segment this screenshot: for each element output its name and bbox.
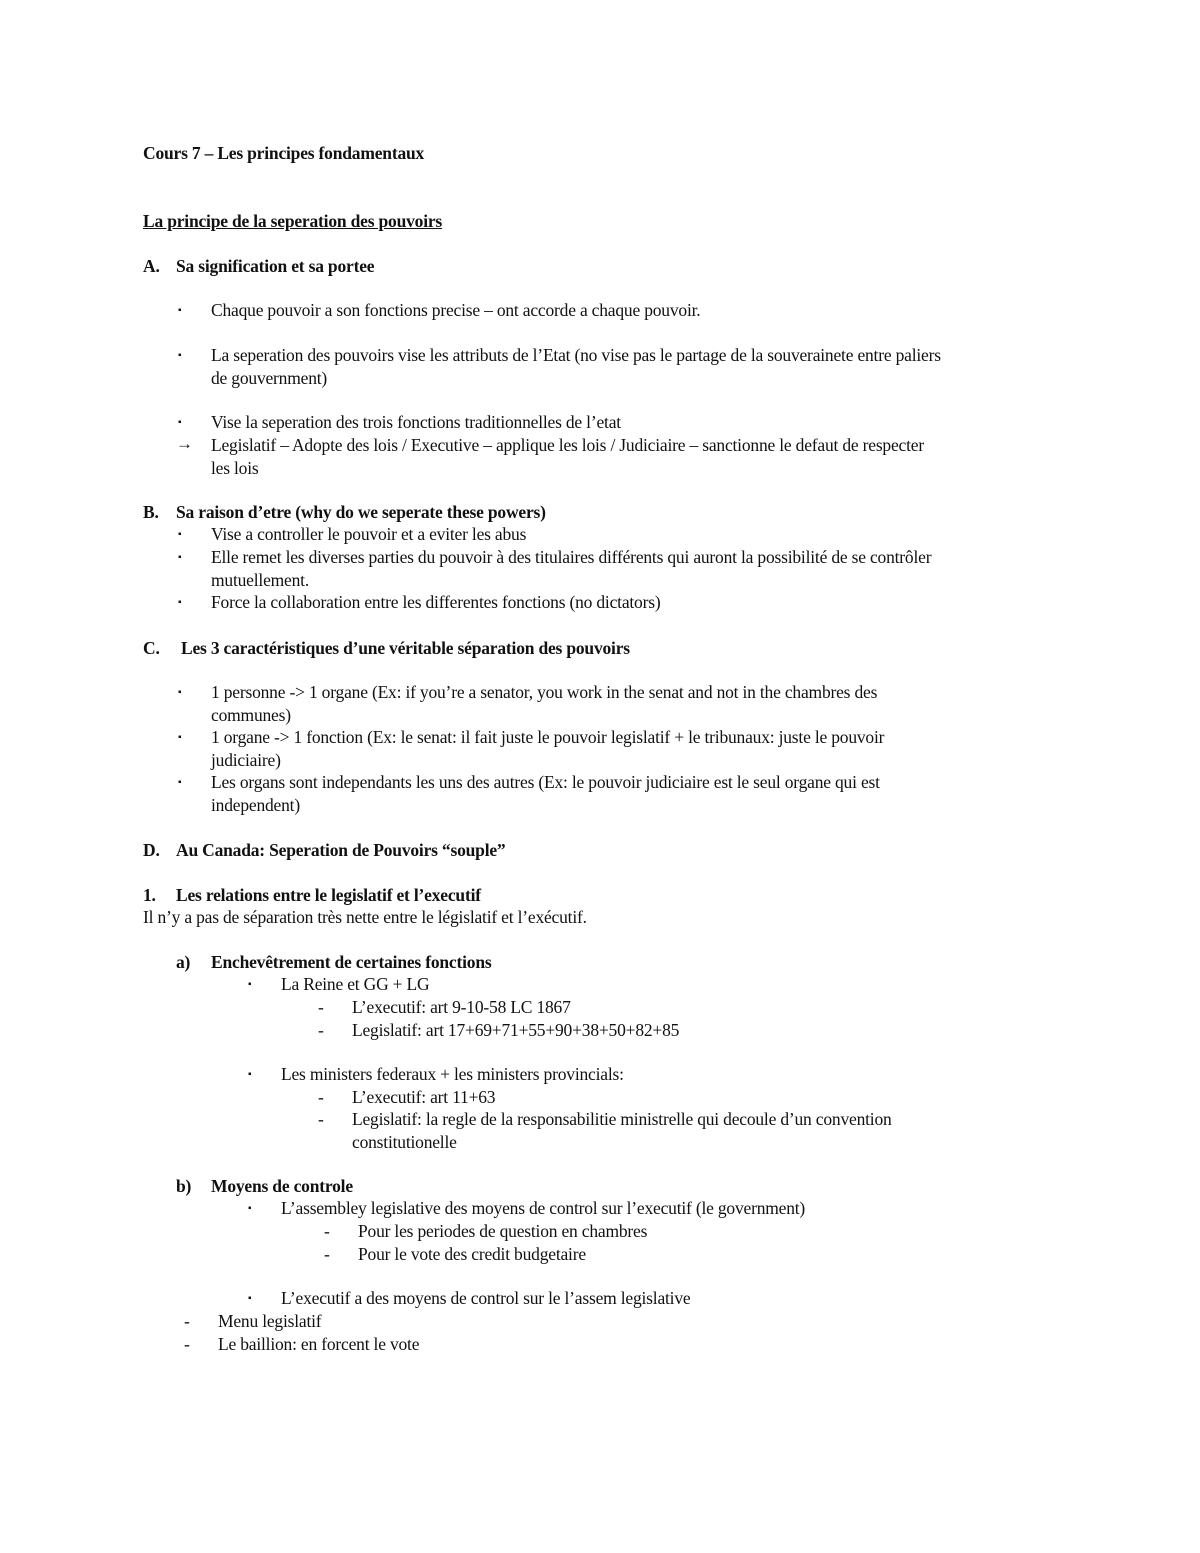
- heading-b-sub-label: b): [176, 1176, 192, 1196]
- square-bullet-icon: ▪: [178, 350, 182, 361]
- dash-icon: -: [318, 997, 324, 1017]
- c-bullet-2-line-1: 1 organe -> 1 fonction (Ex: le senat: il fait juste le pouvoir legislatif + le tribunaux: juste le pouvoir: [211, 727, 885, 747]
- heading-a-label: A.: [143, 256, 160, 276]
- square-bullet-icon: ▪: [178, 687, 182, 698]
- b-sub-bullet-1-dash-2: Pour le vote des credit budgetaire: [358, 1244, 586, 1264]
- dash-icon: -: [184, 1311, 190, 1331]
- square-bullet-icon: ▪: [178, 732, 182, 743]
- b-bullet-2-line-2: mutuellement.: [211, 570, 309, 590]
- heading-b: Sa raison d’etre (why do we seperate these powers): [176, 502, 546, 522]
- a-arrow-line-1: Legislatif – Adopte des lois / Executive – applique les lois / Judiciaire – sanctionne le defaut de respecter: [211, 435, 924, 455]
- square-bullet-icon: ▪: [178, 529, 182, 540]
- heading-a-sub: Enchevêtrement de certaines fonctions: [211, 952, 492, 972]
- a-sub-bullet-1-dash-1: L’executif: art 9-10-58 LC 1867: [352, 997, 571, 1017]
- b-sub-bullet-1-dash-1: Pour les periodes de question en chambres: [358, 1221, 648, 1241]
- document-title: Cours 7 – Les principes fondamentaux: [143, 143, 425, 163]
- heading-b-sub: Moyens de controle: [211, 1176, 353, 1196]
- b-sub-dash-2: Le baillion: en forcent le vote: [218, 1334, 420, 1354]
- heading-b-label: B.: [143, 502, 159, 522]
- b-sub-dash-1: Menu legislatif: [218, 1311, 322, 1331]
- heading-c-label: C.: [143, 638, 160, 658]
- b-bullet-2-line-1: Elle remet les diverses parties du pouvoir à des titulaires différents qui auront la possibilité de se contrôler: [211, 547, 932, 567]
- heading-a-sub-label: a): [176, 952, 191, 972]
- dash-icon: -: [318, 1020, 324, 1040]
- dash-icon: -: [318, 1109, 324, 1129]
- a-sub-bullet-1: La Reine et GG + LG: [281, 974, 430, 994]
- arrow-right-icon: →: [176, 434, 193, 453]
- a-sub-bullet-2-dash-2-line-1: Legislatif: la regle de la responsabilitie ministrelle qui decoule d’un convention: [352, 1109, 892, 1129]
- b-sub-bullet-2: L’executif a des moyens de control sur le l’assem legislative: [281, 1288, 691, 1308]
- a-sub-bullet-1-dash-2: Legislatif: art 17+69+71+55+90+38+50+82+85: [352, 1020, 680, 1040]
- b-sub-bullet-1: L’assembley legislative des moyens de control sur l’executif (le government): [281, 1198, 806, 1218]
- a-sub-bullet-2-dash-2-line-2: constitutionelle: [352, 1132, 457, 1152]
- square-bullet-icon: ▪: [178, 777, 182, 788]
- a-bullet-3: Vise la seperation des trois fonctions traditionnelles de l’etat: [211, 412, 621, 432]
- square-bullet-icon: ▪: [178, 597, 182, 608]
- heading-a: Sa signification et sa portee: [176, 256, 375, 276]
- square-bullet-icon: ▪: [248, 1293, 252, 1304]
- a-sub-bullet-2-dash-1: L’executif: art 11+63: [352, 1087, 496, 1107]
- heading-d: Au Canada: Seperation de Pouvoirs “souple”: [176, 840, 506, 860]
- c-bullet-3-line-1: Les organs sont independants les uns des autres (Ex: le pouvoir judiciaire est le seul organe qui est: [211, 772, 880, 792]
- a-bullet-2-line-2: de gouvernment): [211, 368, 328, 388]
- square-bullet-icon: ▪: [178, 417, 182, 428]
- a-bullet-1: Chaque pouvoir a son fonctions precise – ont accorde a chaque pouvoir.: [211, 300, 701, 320]
- a-sub-bullet-2: Les ministers federaux + les ministers provincials:: [281, 1064, 624, 1084]
- dash-icon: -: [318, 1087, 324, 1107]
- dash-icon: -: [324, 1221, 330, 1241]
- square-bullet-icon: ▪: [248, 1203, 252, 1214]
- heading-c: Les 3 caractéristiques d’une véritable séparation des pouvoirs: [181, 638, 630, 658]
- b-bullet-1: Vise a controller le pouvoir et a eviter les abus: [211, 524, 527, 544]
- heading-1-label: 1.: [143, 885, 156, 905]
- c-bullet-1-line-1: 1 personne -> 1 organe (Ex: if you’re a senator, you work in the senat and not in the chambres des: [211, 682, 878, 702]
- square-bullet-icon: ▪: [178, 305, 182, 316]
- dash-icon: -: [324, 1244, 330, 1264]
- a-bullet-2-line-1: La seperation des pouvoirs vise les attributs de l’Etat (no vise pas le partage de la souverainete entre paliers: [211, 345, 941, 365]
- section-title: La principe de la seperation des pouvoirs: [143, 211, 443, 231]
- heading-d-label: D.: [143, 840, 160, 860]
- heading-1: Les relations entre le legislatif et l’executif: [176, 885, 481, 905]
- c-bullet-3-line-2: independent): [211, 795, 300, 815]
- square-bullet-icon: ▪: [178, 552, 182, 563]
- square-bullet-icon: ▪: [248, 979, 252, 990]
- c-bullet-2-line-2: judiciaire): [211, 750, 281, 770]
- section-1-intro: Il n’y a pas de séparation très nette entre le législatif et l’exécutif.: [143, 907, 587, 927]
- a-arrow-line-2: les lois: [211, 458, 259, 478]
- c-bullet-1-line-2: communes): [211, 705, 291, 725]
- square-bullet-icon: ▪: [248, 1069, 252, 1080]
- b-bullet-3: Force la collaboration entre les differentes fonctions (no dictators): [211, 592, 661, 612]
- dash-icon: -: [184, 1334, 190, 1354]
